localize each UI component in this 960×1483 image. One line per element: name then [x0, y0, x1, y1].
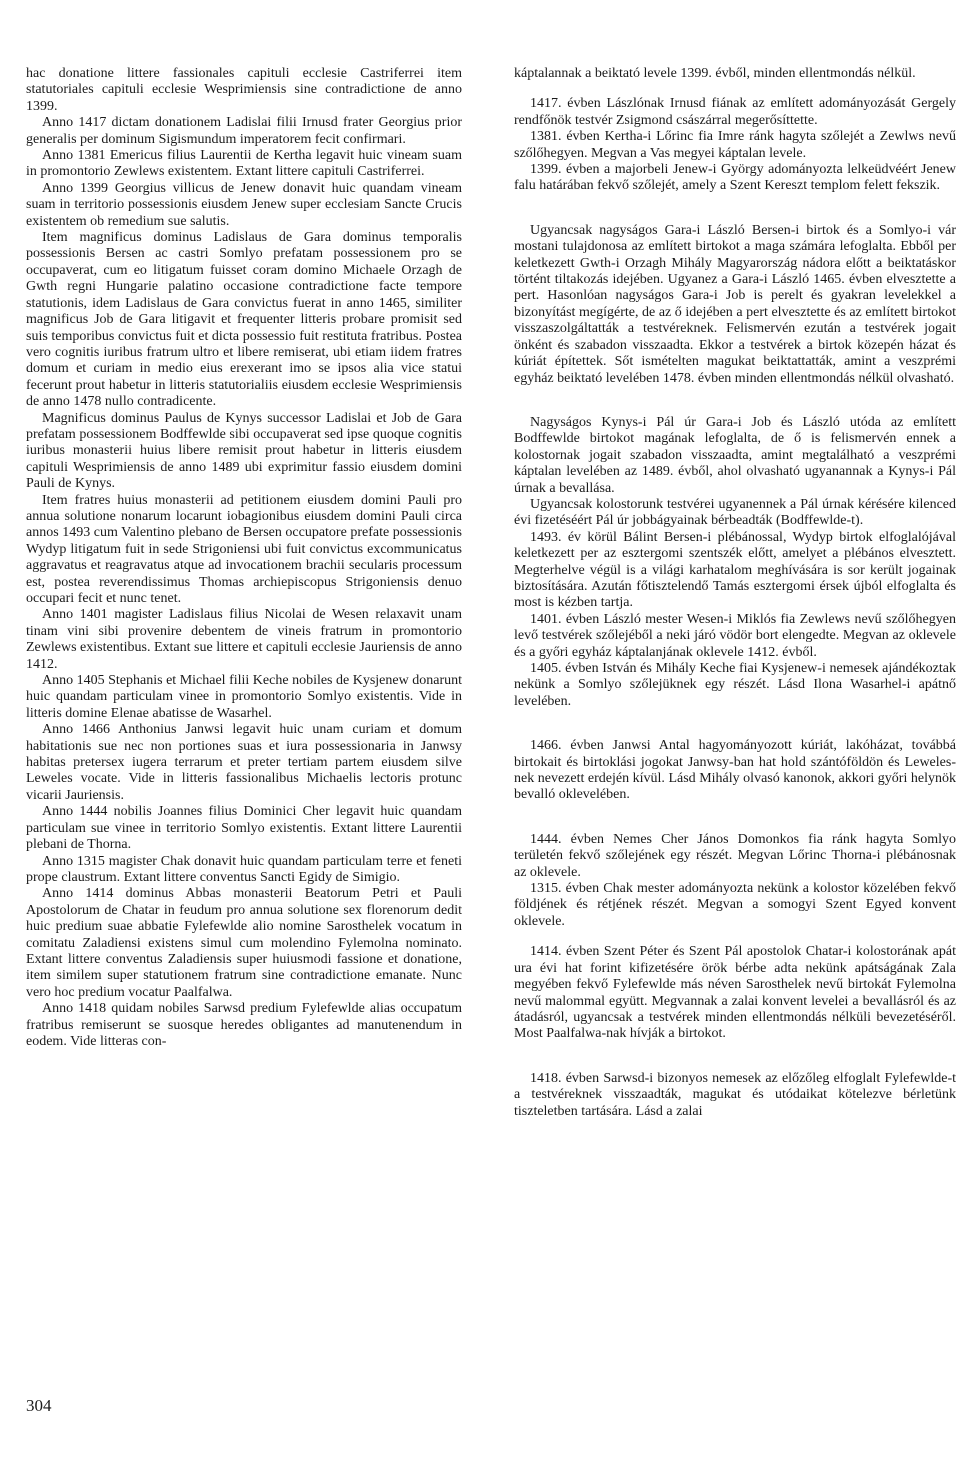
paragraph-gap: [514, 195, 956, 223]
hungarian-paragraph: 1444. évben Nemes Cher János Domonkos fia ránk hagyta Somlyo területén fekvő szőlejének egy részét. Megvan Lőrinc Thorna-i plébánosnak az oklevele.: [514, 831, 956, 880]
hungarian-paragraph: 1381. évben Kertha-i Lőrinc fia Imre ránk hagyta szőlejét a Zewlws nevű szőlőhegyen. Megvan a Vas megyei káptalan levele.: [514, 129, 956, 161]
latin-paragraph: Anno 1399 Georgius villicus de Jenew donavit huic quandam vineam suam in territorio possessionis eiusdem Jenew super ecclesiam Sancte Crucis existentem ob remedium sue salutis.: [26, 180, 462, 229]
right-column-hungarian: [514, 66, 956, 1120]
hungarian-paragraph: 1466. évben Janwsi Antal hagyományozott kúriát, lakóházat, továbbá birtokait és birtoklási jogokat Janwsy-ban hat hold szántóföldön és Leweles-nek nevezett erdején kívül. Lásd Mihály olvasó kanonok, akkori győri helynök bevalló oklevelében.: [514, 738, 956, 803]
hungarian-paragraph: 1315. évben Chak mester adományozta nekünk a kolostor közelében fekvő földjének és rétjének részét. Megvan a somogyi Szent Egyed konvent oklevele.: [514, 881, 956, 929]
paragraph-gap: [514, 387, 956, 415]
hungarian-paragraph: 1399. évben a majorbeli Jenew-i György adományozta lelkeüdvéért Jenew falu határában fekvő szőlejét, amely a Szent Kereszt templom felett fekszik.: [514, 162, 956, 194]
left-column-latin: [26, 66, 462, 1050]
paragraph-gap: [514, 710, 956, 738]
page-number: 304: [26, 1396, 52, 1415]
hungarian-paragraph: 1417. évben Lászlónak Irnusd fiának az említett adományozását Gergely rendfőnök testvér Zsigmond császárral megerősíttette.: [514, 96, 956, 128]
latin-paragraph: hac donatione littere fassionales capituli ecclesie Castriferrei item statutoriales capituli ecclesie Wesprimiensis sine contradictione de anno 1399.: [26, 66, 462, 114]
latin-paragraph: Anno 1315 magister Chak donavit huic quandam particulam terre et feneti prope claustrum. Extant littere conventus Sancti Egidy de Simigio.: [26, 853, 462, 885]
hungarian-paragraph: Nagyságos Kynys-i Pál úr Gara-i Job és László utóda az említett Bodffewlde birtokot magának lefoglalta, de ő is felismervén ennek a kolostornak jogait szabadon visszaadta, amint megtalálható a veszprémi káptalan levelében az 1489. évből, ahol olvasható ugyanannak a Kynys-i Pál úrnak a bevallása.: [514, 414, 956, 496]
latin-paragraph: Anno 1414 dominus Abbas monasterii Beatorum Petri et Pauli Apostolorum de Chatar in feudum pro annua solutione sex florenorum dedit huic predium suae abbatie Fylefewlde alio nomine Sarosthelek vocatum in comitatu Zaladiensi existens simul cum molendino Fylemolna nominato. Extant littere conventus Zaladiensis super huiusmodi fassione et donatione, item similem super statutionem fratrum sine contradictione emanate. Nunc vero hoc predium vocatur Paalfalwa.: [26, 886, 462, 1000]
hungarian-paragraph: 1401. évben László mester Wesen-i Miklós fia Zewlews nevű szőlőhegyen levő testvérek szőlejéből a neki járó vödör bort elengedte. Megvan az oklevele és a győri egyház káptalanjának oklevele 1412. évből.: [514, 611, 956, 660]
hungarian-paragraph: 1493. év körül Bálint Bersen-i plébánossal, Wydyp birtok elfoglalójával keletkezett per az esztergomi szentszék előtt, amelyet a plébános elvesztett. Megterhelve végül is a világi karhatalom meghívására is sor került jogainak biztosítására. Azután főtisztelendő Tamás esztergomi érsek újból elfoglalta és most is kézben tartja.: [514, 529, 956, 611]
latin-paragraph: Anno 1401 magister Ladislaus filius Nicolai de Wesen relaxavit unam tinam vini sibi provenire debentem de vineis fratrum in promontorio Zewlews existentibus. Extant sue littere et capituli ecclesie Jauriensis de anno 1412.: [26, 607, 462, 672]
paragraph-gap: [514, 82, 956, 96]
latin-paragraph: Anno 1405 Stephanis et Michael filii Keche nobiles de Kysjenew donarunt huic quandam particulam vinee in promontorio Somlyo existentis. Vide in litteris domine Elenae abatisse de Wasarhel.: [26, 673, 462, 721]
paragraph-gap: [514, 1043, 956, 1071]
hungarian-paragraph: Ugyancsak nagyságos Gara-i László Bersen-i birtok és a Somlyo-i vár mostani tulajdonosa az említett birtokot a maga számára lefoglalta. Ebből per keletkezett Gwth-i Orzagh Mihály Magyarország nádora előtt a beiktatáskor történt tiltakozás idejében. Ugyanez a Gara-i László 1465. évben elvesztette a pert. Hasonlóan nagyságos Gara-i Job is perelt és gyakran levelekkel a bizonyítást megígérte, de az ő idejében a pert elvesztette és az említett birtokot visszaszolgáltatták a testvéreknek. Felismervén ezután a testvérek jogait önként és szabadon visszaadta. Ekkor a testvérek a birtok közepén házat és kúriát építettek. Sőt ismételten magukat beiktattatták, amint a veszprémi egyház beiktató levelében 1478. évben minden ellentmondás nélkül olvasható.: [514, 222, 956, 386]
latin-paragraph: Anno 1466 Anthonius Janwsi legavit huic unam curiam et domum habitationis sue nec non portiones suas et iura possessionaria in Janwsy habitas pretersex iugera terrarum et preter tertiam partem eiusdem silve Leweles vocate. Vide in litteris fassionalibus Michaelis lectoris protunc vicarii Jauriensis.: [26, 722, 462, 803]
latin-paragraph: Anno 1417 dictam donationem Ladislai filii Irnusd frater Georgius prior generalis per dominum Sigismundum imperatorem fecit confirmari.: [26, 115, 462, 147]
hungarian-paragraph: 1405. évben István és Mihály Keche fiai Kysjenew-i nemesek ajándékoztak nekünk a Somlyo szőlejüknek egy részét. Lásd Ilona Wasarhel-i apátnő levelében.: [514, 661, 956, 709]
hungarian-paragraph: Ugyancsak kolostorunk testvérei ugyanennek a Pál úrnak kérésére kilenced évi fizetéséért Pál úr jobbágyainak bérbeadták (Bodffewlde-t).: [514, 496, 956, 529]
hungarian-paragraph: káptalannak a beiktató levele 1399. évből, minden ellentmondás nélkül.: [514, 66, 916, 81]
paragraph-gap: [514, 804, 956, 832]
latin-paragraph: Item magnificus dominus Ladislaus de Gara dominus temporalis possessionis Bersen ac castri Somlyo prefatam possessionem pro se occupaverat, cum eo litigatum fuisset coram domino Michaele Orzagh de Gwth regni Hungarie palatino occasione contradictione facte tempore statutionis, idem Ladislaus de Gara convictus fuerat in anno 1465, similiter magnificus Job de Gara litigavit et frequenter litteris probare promisit sed suis temporibus convictus fuit et dicta possessio fuit restituta fratribus. Postea vero cognitis iuribus fratrum ultro et libere remiserat, ubi etiam iidem fratres domum et curiam in medio eius erexerant imo se ipsos alia vice statui fecerunt prout habetur in litteris statutorialiis eiusdem ecclesie Wesprimiensis de anno 1478 nullo contradicente.: [26, 230, 462, 410]
latin-paragraph: Magnificus dominus Paulus de Kynys successor Ladislai et Job de Gara prefatam possessionem Bodffewlde sibi occupaverat sed ipse quoque cognitis iuribus monasterii huius libere remisit prout habetur in litteris eiusdem capituli Wesprimiensis de anno 1489 ubi exprimitur fassio eiusdem domini Pauli de Kynys.: [26, 410, 462, 492]
paragraph-gap: [514, 930, 956, 944]
hungarian-paragraph: 1418. évben Sarwsd-i bizonyos nemesek az előzőleg elfoglalt Fylefewlde-t a testvéreknek visszaadták, magukat és utódaikat kötelezve bérletünk tiszteletben tartására. Lásd a zalai: [514, 1070, 956, 1119]
latin-paragraph: Anno 1418 quidam nobiles Sarwsd predium Fylefewlde alias occupatum fratribus remiserunt se suosque heredes obligantes ad manutenendum in eodem. Vide litteras con-: [26, 1001, 462, 1049]
latin-paragraph: Anno 1381 Emericus filius Laurentii de Kertha legavit huic vineam suam in promontorio Zewlews existentem. Extant littere capituli Castriferrei.: [26, 148, 462, 180]
hungarian-paragraph: 1414. évben Szent Péter és Szent Pál apostolok Chatar-i kolostorának apát ura évi hat forint kifizetésére örök bérbe adta nekünk apátságának Zala megyében fekvő Fylefewlde más néven Sarosthelek nevű birtokát Fylemolna nevű malommal együtt. Megvannak a zalai konvent levelei a bevallásról és az átadásról, ugyancsak a testvérek minden ellentmondás nélküli bevezetéséről. Most Paalfalwa-nak hívják a birtokot.: [514, 944, 956, 1042]
latin-paragraph: Anno 1444 nobilis Joannes filius Dominici Cher legavit huic quandam particulam sue vinee in territorio Somlyo existentis. Extant littere Laurentii plebani de Thorna.: [26, 804, 462, 853]
latin-paragraph: Item fratres huius monasterii ad petitionem eiusdem domini Pauli pro annua solutione nonarum locarunt iobagionibus eiusdem domini Pauli circa annos 1493 cum Valentino plebano de Bersen occupatore prefate possessionis Wydyp litigatum fuit in sede Strigoniensi ubi fuit convictus excommunicatus aggravatus et reagravatus atque ad invocationem brachii secularis processum est, postea reverendissimus Thomas archiepiscopus Strigoniensis denuo occupari fecit et nunc tenet.: [26, 492, 462, 606]
